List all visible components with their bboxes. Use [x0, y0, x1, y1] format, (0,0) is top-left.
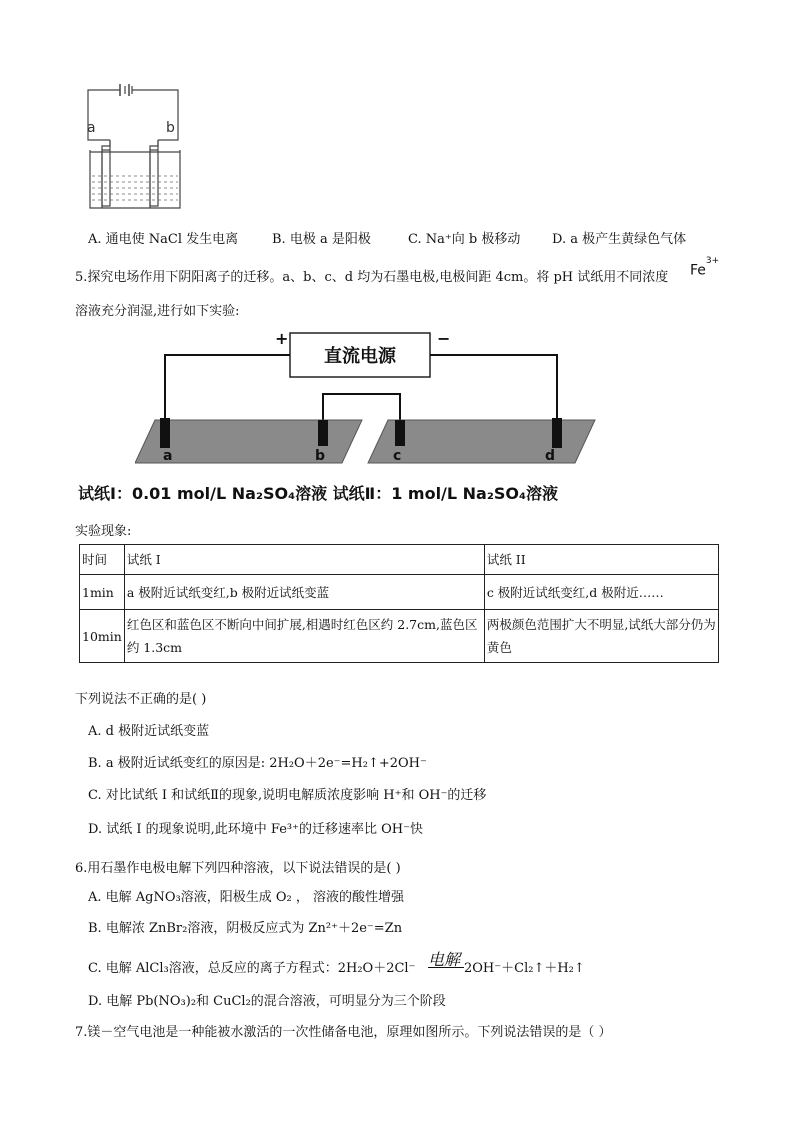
electrode-a-label: a [163, 448, 173, 464]
electrolysis-arrow-label: 电解 [428, 950, 461, 969]
electrolysis-cell-figure [80, 80, 190, 215]
q4-option-d: D. a 极产生黄绿色气体 [552, 232, 687, 247]
header-time: 时间 [80, 545, 125, 575]
row1-paper-1: a 极附近试纸变红,b 极附近试纸变蓝 [124, 575, 484, 610]
header-paper-1: 试纸 I [124, 545, 484, 575]
q5-option-a: A. d 极附近试纸变蓝 [88, 724, 210, 739]
electrode-d-label: d [545, 448, 556, 464]
q6-stem: 6.用石墨作电极电解下列四种溶液，以下说法错误的是( ) [75, 861, 401, 876]
q5-option-d: D. 试纸 I 的现象说明,此环境中 Fe³⁺的迁移速率比 OH⁻快 [88, 822, 423, 837]
paper-caption: 试纸Ⅰ：0.01 mol/L Na₂SO₄溶液 试纸Ⅱ：1 mol/L Na₂SO₄溶液 [78, 484, 558, 503]
phenomena-label: 实验现象: [75, 524, 132, 539]
row2-time: 10min [80, 610, 125, 663]
q6-option-d: D. 电解 Pb(NO₃)₂和 CuCl₂的混合溶液，可明显分为三个阶段 [88, 994, 446, 1009]
fe-symbol: Fe [690, 262, 706, 279]
q4-option-b: B. 电极 a 是阳极 [272, 232, 371, 247]
electrode-label-a: a [87, 120, 96, 136]
fe-ion [690, 256, 720, 279]
table-row [80, 610, 719, 663]
q6-option-c-products: 2OH⁻＋Cl₂↑＋H₂↑ [464, 961, 585, 976]
table-row [80, 575, 719, 610]
ion-migration-figure [135, 328, 605, 468]
row1-time: 1min [80, 575, 125, 610]
fe-charge: 3+ [705, 256, 720, 266]
q6-option-b: B. 电解浓 ZnBr₂溶液，阴极反应式为 Zn²⁺＋2e⁻=Zn [88, 921, 403, 936]
electrode-label-b: b [166, 120, 175, 136]
q4-option-a: A. 通电使 NaCl 发生电离 [88, 232, 239, 247]
row1-paper-2: c 极附近试纸变红,d 极附近…… [484, 575, 718, 610]
experiment-table [79, 544, 719, 663]
electrode-b-label: b [315, 448, 326, 464]
minus-sign: − [437, 329, 451, 348]
plus-sign: + [275, 329, 289, 348]
q6-option-a: A. 电解 AgNO₃溶液，阳极生成 O₂ ， 溶液的酸性增强 [88, 890, 405, 905]
q4-option-c: C. Na⁺向 b 极移动 [408, 232, 521, 247]
q5-question: 下列说法不正确的是( ) [75, 692, 207, 707]
row2-paper-2: 两极颜色范围扩大不明显,试纸大部分仍为黄色 [484, 610, 718, 663]
q5-option-c: C. 对比试纸 I 和试纸Ⅱ的现象,说明电解质浓度影响 H⁺和 OH⁻的迁移 [88, 788, 487, 803]
q7-stem: 7.镁－空气电池是一种能被水激活的一次性储备电池，原理如图所示。下列说法错误的是（ ） [75, 1025, 612, 1040]
q6-option-c: C. 电解 AlCl₃溶液，总反应的离子方程式：2H₂O＋2Cl⁻ [88, 961, 416, 976]
reaction-arrow [428, 967, 464, 968]
q5-stem-line2: 溶液充分润湿,进行如下实验: [75, 304, 240, 319]
header-paper-2: 试纸 II [484, 545, 718, 575]
table-header-row [80, 545, 719, 575]
power-supply-label: 直流电源 [324, 346, 396, 367]
electrode-c-label: c [393, 448, 402, 464]
q5-stem-line1: 5.探究电场作用下阴阳离子的迁移。a、b、c、d 均为石墨电极,电极间距 4cm。将 pH 试纸用不同浓度 [75, 270, 669, 285]
row2-paper-1: 红色区和蓝色区不断向中间扩展,相遇时红色区约 2.7cm,蓝色区约 1.3cm [124, 610, 484, 663]
q5-option-b: B. a 极附近试纸变红的原因是: 2H₂O＋2e⁻=H₂↑+2OH⁻ [88, 756, 427, 771]
